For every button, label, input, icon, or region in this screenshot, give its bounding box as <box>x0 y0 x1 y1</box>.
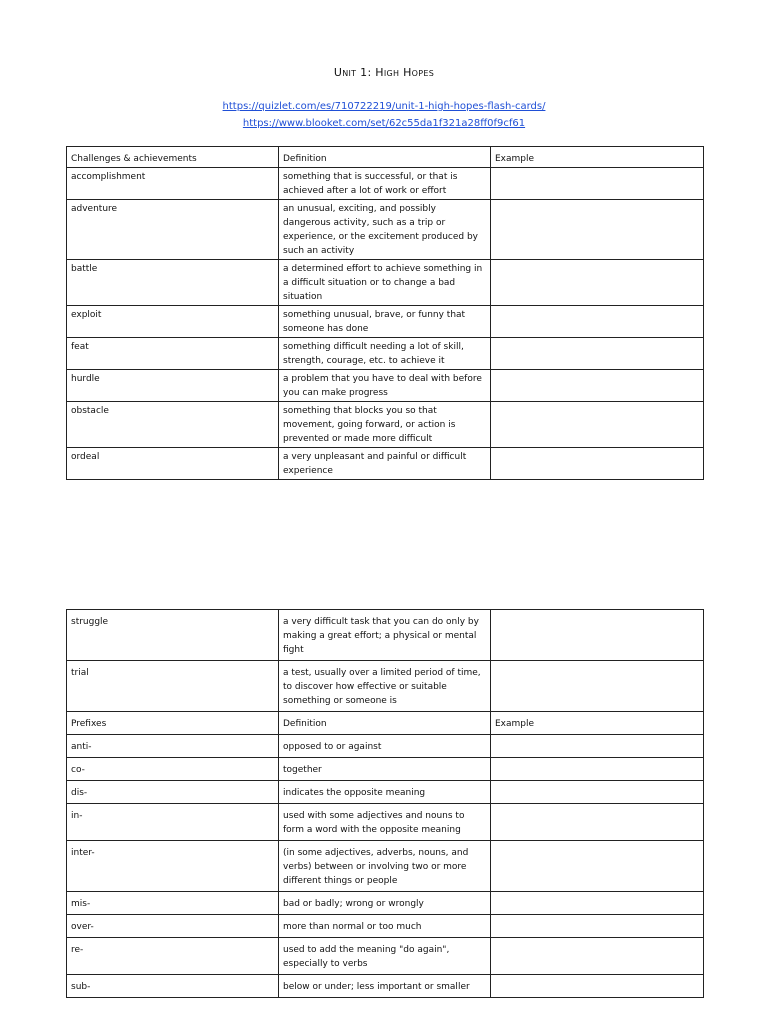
table-row <box>67 758 704 781</box>
definition-cell: opposed to or against <box>279 735 491 758</box>
example-cell <box>491 735 704 758</box>
definition-cell: below or under; less important or smaller <box>279 975 491 998</box>
term-cell: hurdle <box>67 370 279 402</box>
table-row <box>67 260 704 306</box>
term-cell: inter- <box>67 841 279 892</box>
example-cell <box>491 938 704 975</box>
quizlet-link[interactable]: https://quizlet.com/es/710722219/unit-1-high-hopes-flash-cards/ <box>222 101 546 112</box>
definition-cell: used with some adjectives and nouns to form a word with the opposite meaning <box>279 804 491 841</box>
term-cell: obstacle <box>67 402 279 448</box>
term-cell: re- <box>67 938 279 975</box>
term-cell: exploit <box>67 306 279 338</box>
term-cell: co- <box>67 758 279 781</box>
example-cell <box>491 306 704 338</box>
example-cell <box>491 168 704 200</box>
term-cell: anti- <box>67 735 279 758</box>
example-cell <box>491 661 704 712</box>
table-row <box>67 306 704 338</box>
example-cell <box>491 260 704 306</box>
example-cell <box>491 975 704 998</box>
definition-cell: a determined effort to achieve something in a difficult situation or to change a bad situation <box>279 260 491 306</box>
example-cell <box>491 915 704 938</box>
table-row <box>67 735 704 758</box>
vocabulary-table-challenges <box>66 146 704 480</box>
example-cell <box>491 892 704 915</box>
table-header-row <box>67 147 704 168</box>
definition-cell: a very unpleasant and painful or difficult experience <box>279 448 491 480</box>
table-row <box>67 448 704 480</box>
term-cell: over- <box>67 915 279 938</box>
term-cell: sub- <box>67 975 279 998</box>
term-cell: battle <box>67 260 279 306</box>
definition-cell: a test, usually over a limited period of time, to discover how effective or suitable something or someone is <box>279 661 491 712</box>
definition-cell: more than normal or too much <box>279 915 491 938</box>
definition-cell: a very difficult task that you can do only by making a great effort; a physical or mental fight <box>279 610 491 661</box>
example-cell <box>491 338 704 370</box>
definition-cell: something unusual, brave, or funny that someone has done <box>279 306 491 338</box>
table-row <box>67 841 704 892</box>
vocabulary-table-prefixes <box>66 609 704 998</box>
example-cell <box>491 781 704 804</box>
table-row <box>67 610 704 661</box>
example-cell <box>491 841 704 892</box>
header-definition: Definition <box>279 712 491 735</box>
term-cell: in- <box>67 804 279 841</box>
term-cell: feat <box>67 338 279 370</box>
table-row <box>67 370 704 402</box>
header-term: Challenges & achievements <box>67 147 279 168</box>
example-cell <box>491 370 704 402</box>
definition-cell: bad or badly; wrong or wrongly <box>279 892 491 915</box>
table-row <box>67 938 704 975</box>
definition-cell: something that blocks you so that movement, going forward, or action is prevented or made more difficult <box>279 402 491 448</box>
table-row <box>67 661 704 712</box>
definition-cell: a problem that you have to deal with before you can make progress <box>279 370 491 402</box>
page-title: Unit 1: High Hopes <box>333 66 435 79</box>
table-row <box>67 804 704 841</box>
definition-cell: indicates the opposite meaning <box>279 781 491 804</box>
table-row <box>67 402 704 448</box>
example-cell <box>491 610 704 661</box>
example-cell <box>491 448 704 480</box>
table-row <box>67 168 704 200</box>
term-cell: struggle <box>67 610 279 661</box>
example-cell <box>491 402 704 448</box>
example-cell <box>491 200 704 260</box>
definition-cell: an unusual, exciting, and possibly dangerous activity, such as a trip or experience, or the excitement produced by such an activity <box>279 200 491 260</box>
table-row <box>67 200 704 260</box>
header-definition: Definition <box>279 147 491 168</box>
definition-cell: used to add the meaning "do again", especially to verbs <box>279 938 491 975</box>
definition-cell: something that is successful, or that is achieved after a lot of work or effort <box>279 168 491 200</box>
example-cell <box>491 758 704 781</box>
term-cell: adventure <box>67 200 279 260</box>
term-cell: accomplishment <box>67 168 279 200</box>
table-header-row <box>67 712 704 735</box>
table-row <box>67 781 704 804</box>
header-term: Prefixes <box>67 712 279 735</box>
table-row <box>67 915 704 938</box>
header-example: Example <box>491 147 704 168</box>
table-row <box>67 892 704 915</box>
definition-cell: (in some adjectives, adverbs, nouns, and verbs) between or involving two or more different things or people <box>279 841 491 892</box>
header-example: Example <box>491 712 704 735</box>
term-cell: ordeal <box>67 448 279 480</box>
table-row <box>67 338 704 370</box>
term-cell: mis- <box>67 892 279 915</box>
term-cell: trial <box>67 661 279 712</box>
definition-cell: together <box>279 758 491 781</box>
example-cell <box>491 804 704 841</box>
blooket-link[interactable]: https://www.blooket.com/set/62c55da1f321a28ff0f9cf61 <box>242 118 526 129</box>
definition-cell: something difficult needing a lot of skill, strength, courage, etc. to achieve it <box>279 338 491 370</box>
term-cell: dis- <box>67 781 279 804</box>
table-row <box>67 975 704 998</box>
